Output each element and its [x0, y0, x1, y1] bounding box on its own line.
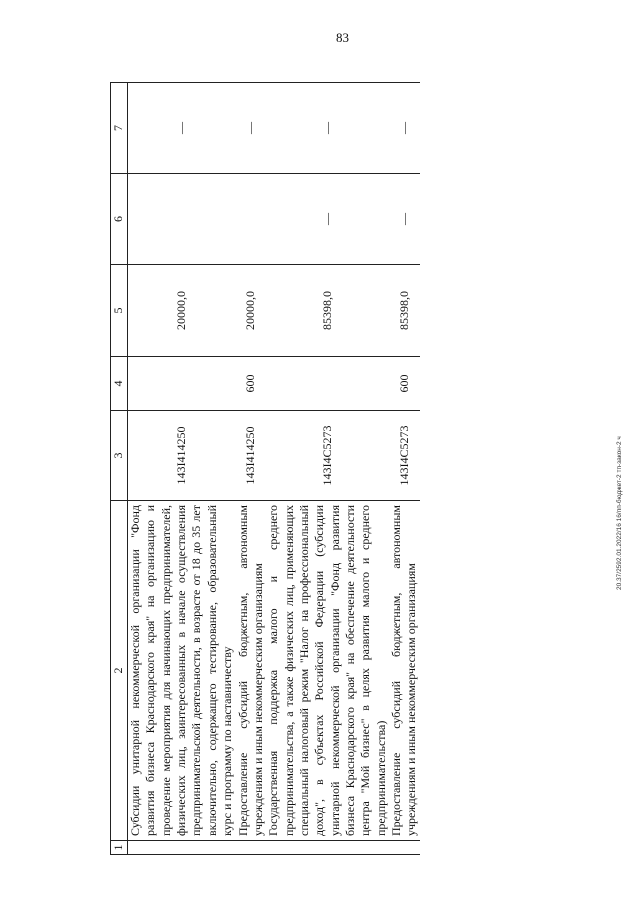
col7-cell: — — [266, 83, 389, 174]
rotated-table-container — [110, 83, 622, 855]
page-number: 83 — [336, 30, 349, 45]
col7-cell: — — [389, 83, 420, 174]
row-number-cell — [128, 841, 236, 855]
expense-type-cell: 600 — [236, 357, 267, 411]
col7-cell: — — [236, 83, 267, 174]
amount-cell: 85398,0 — [389, 265, 420, 357]
amount-cell: 20000,0 — [236, 265, 267, 357]
row-number-cell — [266, 841, 389, 855]
amount-cell: 85398,0 — [266, 265, 389, 357]
side-note: 20.37/2592.01.2022/16 16/пп-бюджет-2 тп-закон-2 ч — [616, 436, 623, 590]
column-header: 7 — [111, 83, 128, 174]
code-cell: 143I414250 — [128, 411, 236, 501]
code-cell: 143I4C5273 — [389, 411, 420, 501]
description-cell: Предоставление субсидий бюджетным, автономным учреждениям и иным некоммерческим организациям — [236, 501, 267, 841]
row-number-cell — [236, 841, 267, 855]
column-header: 6 — [111, 174, 128, 265]
expense-type-cell: 600 — [389, 357, 420, 411]
description-cell: Субсидии унитарной некоммерческой организации "Фонд развития бизнеса Краснодарского края" на организацию и проведение мероприятия для начинающих предпринимателей, физических лиц, заинтересованных в начале осуществления предпринимательской деятельности, в возрасте от 18 до 35 лет включительно, содержащего тестирование, образовательный курс и программу по наставничеству — [128, 501, 236, 841]
col7-cell: — — [128, 83, 236, 174]
column-header: 5 — [111, 265, 128, 357]
table-row — [128, 83, 236, 855]
column-header: 2 — [111, 501, 128, 841]
col6-cell: — — [266, 174, 389, 265]
expense-type-cell — [266, 357, 389, 411]
code-cell: 143I414250 — [236, 411, 267, 501]
expense-type-cell — [128, 357, 236, 411]
row-number-cell — [389, 841, 420, 855]
amount-cell: 20000,0 — [128, 265, 236, 357]
code-cell: 143I4C5273 — [266, 411, 389, 501]
table-header-row — [111, 83, 128, 855]
table-row — [389, 83, 420, 855]
column-header: 4 — [111, 357, 128, 411]
table-row — [236, 83, 267, 855]
col6-cell — [128, 174, 236, 265]
column-header: 3 — [111, 411, 128, 501]
table-row — [266, 83, 389, 855]
description-cell: Государственная поддержка малого и среднего предпринимательства, а также физических лиц, применяющих специальный налоговый режим "Налог на профессиональный доход", в субъектах Российской Федерации (субсидии унитарной некоммерческой организации "Фонд развития бизнеса Краснодарского края" на обеспечение деятельности центра "Мой бизнес" в целях развития малого и среднего предпринимательства) — [266, 501, 389, 841]
description-cell: Предоставление субсидий бюджетным, автономным учреждениям и иным некоммерческим организациям — [389, 501, 420, 841]
col6-cell: — — [389, 174, 420, 265]
col6-cell — [236, 174, 267, 265]
column-header: 1 — [111, 841, 128, 855]
budget-table — [110, 82, 420, 855]
